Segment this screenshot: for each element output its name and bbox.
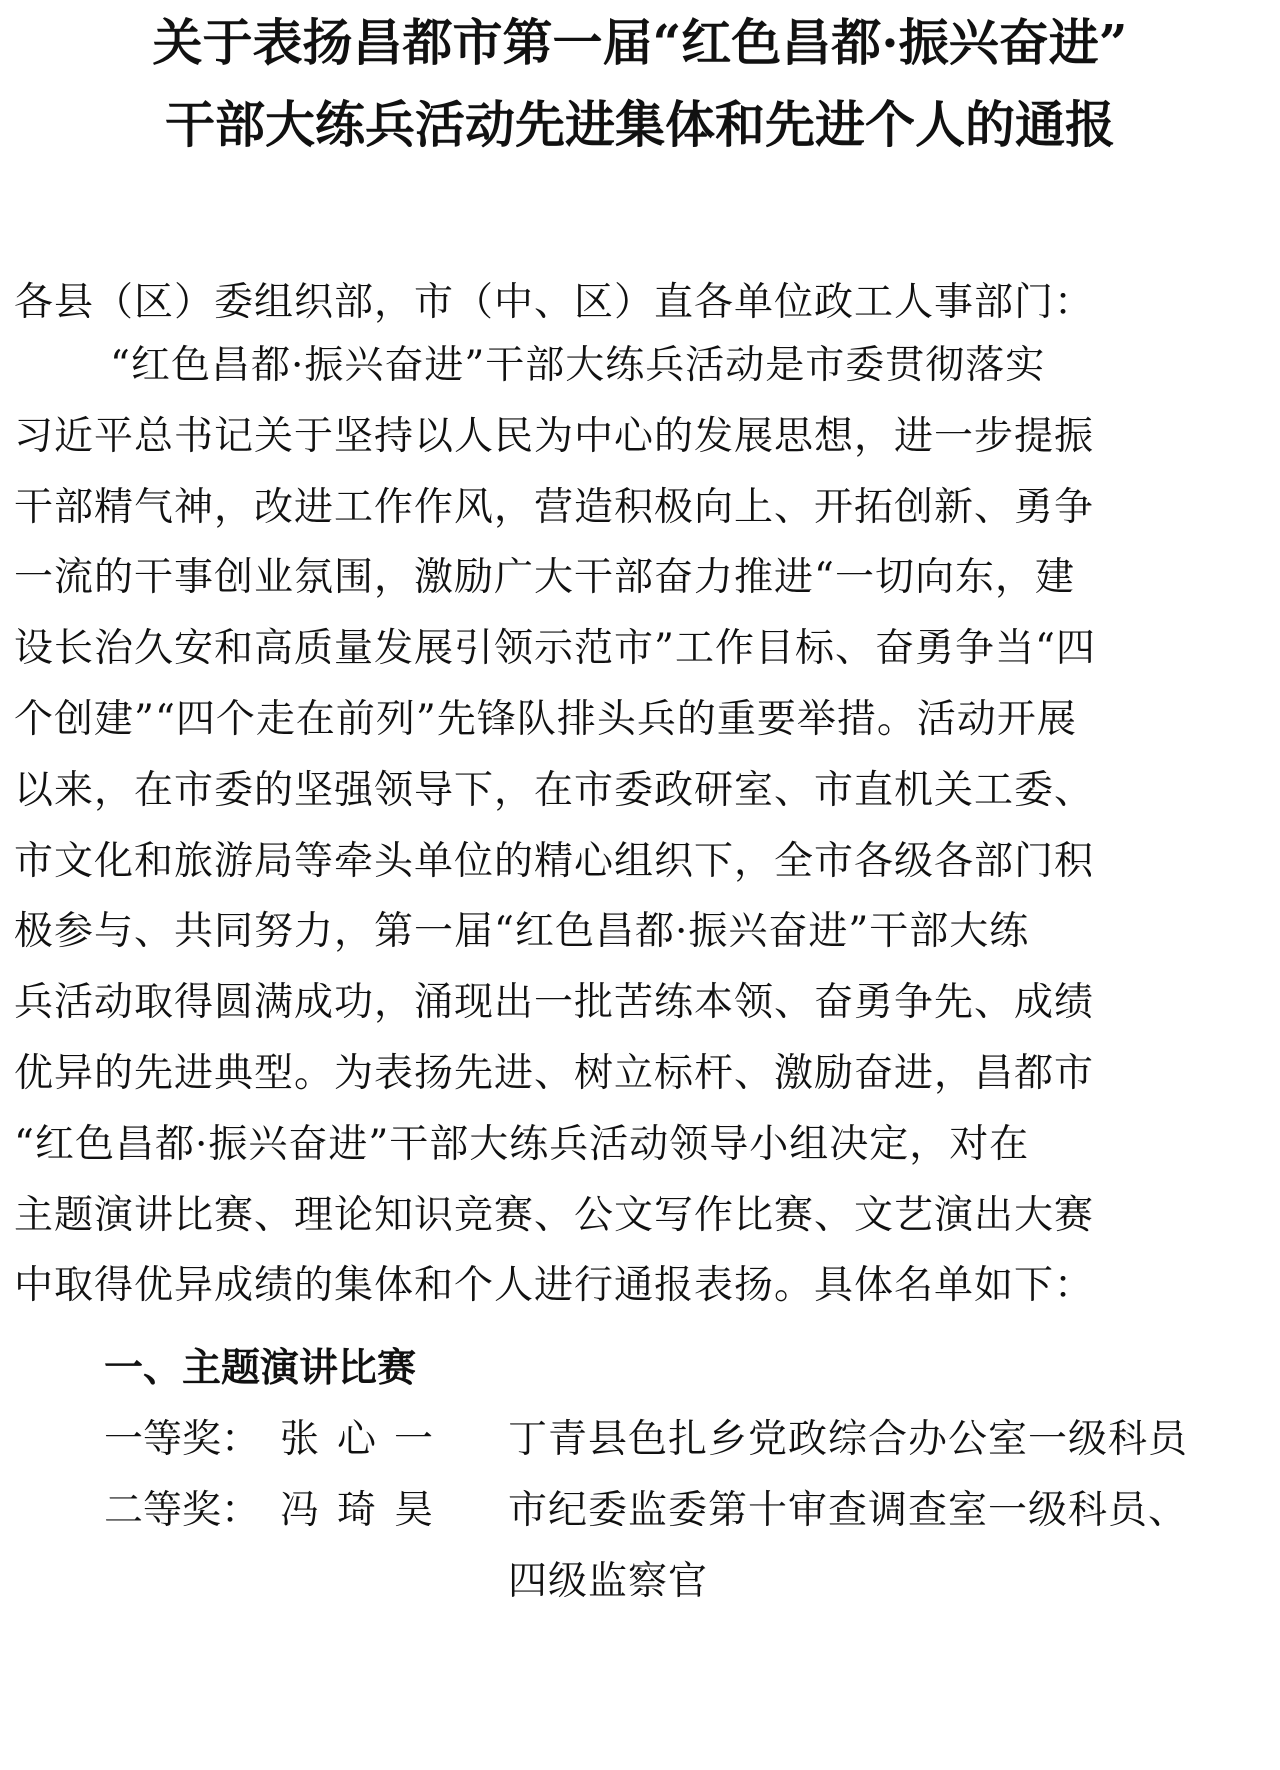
document-title-line-1: 关于表扬昌都市第一届“红色昌都·振兴奋进” [152,13,1128,72]
paragraph-line: “红色昌都·振兴奋进”干部大练兵活动是市委贯彻落实 [110,343,1046,388]
paragraph-line: 兵活动取得圆满成功，涌现出一批苦练本领、奋勇争先、成绩 [14,980,1095,1026]
award-recipient-name: 冯琦昊 [280,1488,452,1533]
paragraph-line: 优异的先进典型。为表扬先进、树立标杆、激励奋进，昌都市 [14,1050,1095,1096]
award-prize-label: 二等奖： [104,1488,261,1533]
paragraph-line: “红色昌都·振兴奋进”干部大练兵活动领导小组决定，对在 [14,1121,1030,1167]
paragraph-line: 个创建”“四个走在前列”先锋队排头兵的重要举措。活动开展 [14,696,1077,742]
document-title-line-2: 干部大练兵活动先进集体和先进个人的通报 [165,95,1115,154]
paragraph-line: 主题演讲比赛、理论知识竞赛、公文写作比赛、文艺演出大赛 [14,1192,1095,1238]
paragraph-line: 极参与、共同努力，第一届“红色昌都·振兴奋进”干部大练 [14,909,1030,955]
award-recipient-unit: 丁青县色扎乡党政综合办公室一级科员 [508,1417,1189,1462]
award-recipient-name: 张心一 [280,1417,452,1462]
paragraph-line: 干部精气神，改进工作作风，营造积极向上、开拓创新、勇争 [14,484,1095,530]
salutation: 各县（区）委组织部，市（中、区）直各单位政工人事部门： [14,280,1095,325]
award-recipient-unit-continued: 四级监察官 [508,1559,709,1604]
body-paragraph [14,331,1244,1322]
paragraph-line: 习近平总书记关于坚持以人民为中心的发展思想，进一步提振 [14,413,1095,459]
paragraph-line: 市文化和旅游局等牵头单位的精心组织下，全市各级各部门积 [14,838,1095,884]
paragraph-line: 中取得优异成绩的集体和个人进行通报表扬。具体名单如下： [14,1263,1095,1309]
section-heading-speech-contest: 一、主题演讲比赛 [104,1346,417,1391]
award-recipient-unit: 市纪委监委第十审查调查室一级科员、 [508,1488,1189,1533]
paragraph-line: 设长治久安和高质量发展引领示范市”工作目标、奋勇争当“四 [14,626,1096,672]
award-prize-label: 一等奖： [104,1417,261,1462]
paragraph-line: 以来，在市委的坚强领导下，在市委政研室、市直机关工委、 [14,767,1095,813]
paragraph-line: 一流的干事创业氛围，激励广大干部奋力推进“一切向东，建 [14,555,1075,601]
